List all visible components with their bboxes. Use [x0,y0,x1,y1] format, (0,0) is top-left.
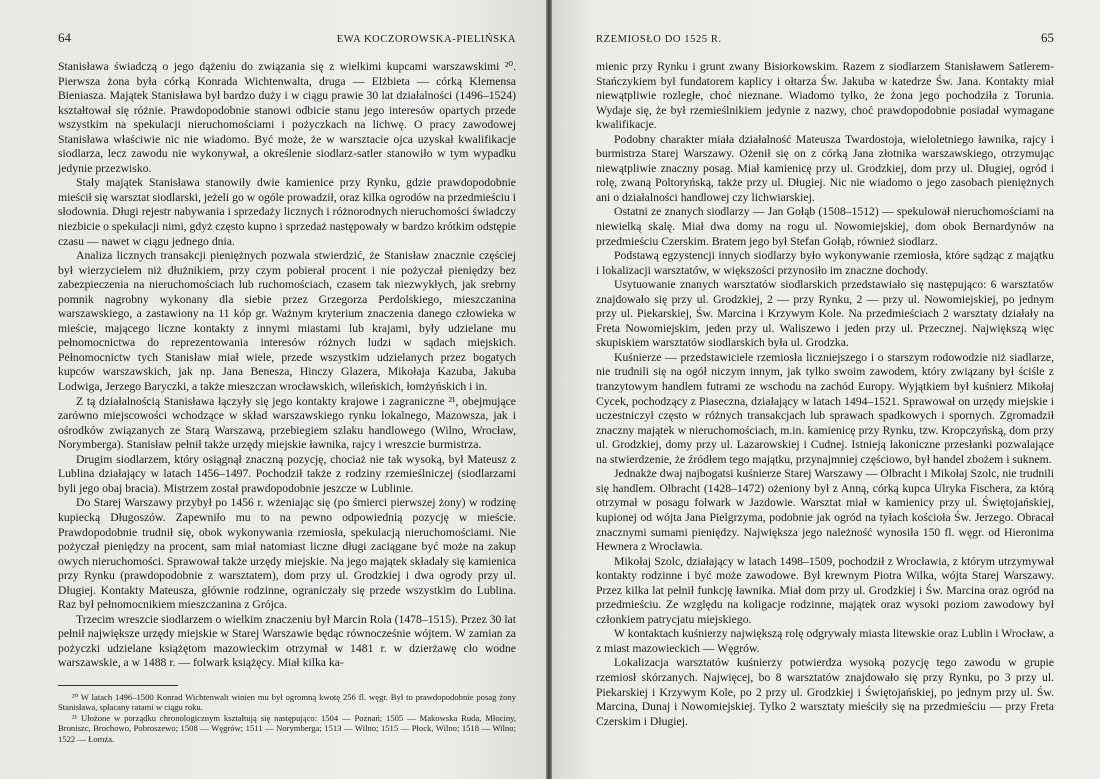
paragraph: Podobny charakter miała działalność Mateusza Twardostoja, wieloletniego ławnika, rajcy i burmistrza Starej Warszawy. Ożenił się on z córką Jana złotnika warszawskiego, otrzymując niewątpliwie znaczny posag. Miał kamienicę przy ul. Grodzkiej, dom przy ul. Długiej, ogród i rolę, zwaną Poltoryńską, także przy ul. Długiej. Nic nie wiadomo o jego zasobach pieniężnych ani o działalności handlowej czy lichwiarskiej. [596,132,1054,204]
left-running-head-title: EWA KOCZOROWSKA-PIELIŃSKA [336,34,516,45]
footnote: ²¹ Ułożone w porządku chronologicznym kształtują się następująco: 1504 — Poznań; 1505 — Makowska Ruda, Młociny, Broniszc, Brochowo, Pobroszewo; 1508 — Węgrów; 1511 — Norymberga; 1513 — Wilno; 1515 — Płock, Wilno; 1518 — Wilno; 1522 — Łomża. [58,712,516,744]
footnote-divider [58,685,178,686]
paragraph: Drugim siodlarzem, który osiągnął znaczną pozycję, chociaż nie tak wysoką, był Mateusz z Lublina działający w latach 1456–1497. Pochodził także z rodziny rzemieślniczej (siodlarzami byli jego obaj bracia). Mistrzem został prawdopodobnie jeszcze w Lublinie. [58,452,516,495]
left-page-number: 64 [58,30,71,45]
right-body-text [596,60,1054,729]
footnote: ²⁰ W latach 1496–1500 Konrad Wichtenwalt winien mu był ogromną kwotę 256 fl. węgr. Był to prawdopodobnie posag żony Stanisława, spłacany ratami w ciągu roku. [58,691,516,713]
paragraph: Lokalizacja warsztatów kuśnierzy potwierdza wysoką pozycję tego zawodu w grupie rzemiosł skórzanych. Najwięcej, bo 8 warsztatów znajdowało się przy Rynku, po 3 przy ul. Piekarskiej i Krzywym Kole, po 2 przy ul. Grodzkiej i Świętojańskiej, po jednym przy ul. Św. Marcina, Dunaj i Nowomiejskiej. Tylko 2 warsztaty mieściły się na przedmieściu — przy Freta Czerskim i Długiej. [596,656,1054,728]
paragraph: Ostatni ze znanych siodlarzy — Jan Gołąb (1508–1512) — spekulował nieruchomościami na niewielką skalę. Miał dwa domy na rogu ul. Nowomiejskiej, dom obok Bernardynów na przedmieściu Czerskim. Bratem jego był Stefan Gołąb, również siodlarz. [596,205,1054,248]
paragraph: mienic przy Rynku i grunt zwany Bisiorkowskim. Razem z siodlarzem Stanisławem Satlerem-Stańczykiem był fundatorem kaplicy i ołtarza Św. Jakuba w katedrze Św. Jana. Kontakty miał niewątpliwie rozległe, choć nieznane. Wiadomo tylko, że żona jego pochodziła z Torunia. Wydaje się, że był rzemieślnikiem jedynie z nazwy, choć prawdopodobnie posiadał wymagane kwalifikacje. [596,60,1054,132]
paragraph: Stanisława świadczą o jego dążeniu do związania się z wielkimi kupcami warszawskimi ²⁰. Pierwsza żona była córką Konrada Wichtenwalta, druga — Elżbieta — córką Klemensa Bieniasza. Majątek Stanisława był bardzo duży i w ciągu prawie 30 lat działalności (1496–1524) kształtował się różnie. Prawdopodobnie stanowi odbicie stanu jego interesów opartych przede wszystkim na spekulacji nieruchomościami i pożyczkach na lichwę. O pracy zawodowej Stanisława właściwie nic nie wiadomo. Być może, że w warsztacie ojca uzyskał kwalifikacje siodlarza, lecz zawodu nie wykonywał, a określenie siodlarz-satler stanowiło w tym wypadku jedynie przezwisko. [58,60,516,175]
paragraph: Z tą działalnością Stanisława łączyły się jego kontakty krajowe i zagraniczne ²¹, obejmujące zarówno miejscowości wchodzące w skład warszawskiego rynku lokalnego, Mazowsza, jak i ośrodków związanych ze Starą Warszawą, przebiegiem szlaku handlowego (Wilno, Wrocław, Norymberga). Stanisław pełnił także urzędy miejskie ławnika, rajcy i wreszcie burmistrza. [58,394,516,452]
paragraph: Do Starej Warszawy przybył po 1456 r. wżeniając się (po śmierci pierwszej żony) w rodzinę kupiecką Długoszów. Zapewniło mu to na pewno odpowiednią pozycję w mieście. Prawdopodobnie trudnił się, obok wykonywania rzemiosła, spekulacją nieruchomościami. Nie pożyczał pieniędzy na procent, sam miał natomiast liczne długi zaciągane być może na zakup owych nieruchomości. Sprawował także urzędy miejskie. Na jego majątek składały się kamienica przy Rynku (prawdopodobnie z warsztatem), dom przy ul. Grodzkiej i dwa ogrody przy ul. Długiej. Kontakty Mateusza, głównie rodzinne, ograniczały się przede wszystkim do Lublina. Raz był pełnomocnikiem mieszczanina z Grójca. [58,496,516,612]
footnotes [58,692,516,744]
left-running-head [58,30,516,46]
paragraph: W kontaktach kuśnierzy największą rolę odgrywały miasta litewskie oraz Lublin i Wrocław, a z miast mazowieckich — Węgrów. [596,627,1054,655]
paragraph: Jednakże dwaj najbogatsi kuśnierze Starej Warszawy — Olbracht i Mikołaj Szolc, nie trudnili się handlem. Olbracht (1428–1472) ożeniony był z Anną, córką kupca Ulryka Fischera, za którą otrzymał w posagu folwark w Jazdowie. Warsztat miał w kamienicy przy ul. Świętojańskiej, kupionej od wójta Jana Pielgrzyma, podobnie jak ogród na tyłach kościoła Św. Jerzego. Obracał znacznymi sumami pieniędzy. Największa jego należność wynosiła 150 fl. węgr. od Hieronima Hewnera z Wrocławia. [596,467,1054,554]
left-body-text [58,60,516,671]
right-page-number: 65 [1041,30,1054,45]
right-running-head [596,30,1054,46]
right-page [552,0,1100,779]
paragraph: Mikołaj Szolc, działający w latach 1498–1509, pochodził z Wrocławia, z którym utrzymywał kontakty rodzinne i być może zawodowe. Był krewnym Piotra Wilka, wójta Starej Warszawy. Przez kilka lat pełnił funkcję ławnika. Miał dom przy ul. Grodzkiej i Św. Marcina oraz ogród na przedmieściu. Ze względu na koligacje rodzinne, majątek oraz wysoki poziom zawodowy był członkiem patrycjatu miejskiego. [596,554,1054,626]
right-running-head-title: RZEMIOSŁO DO 1525 R. [596,34,722,45]
left-page [0,0,546,779]
paragraph: Trzecim wreszcie siodlarzem o wielkim znaczeniu był Marcin Rola (1478–1515). Przez 30 lat pełnił największe urzędy miejskie w Starej Warszawie będąc równocześnie wójtem. W zamian za pożyczki udzielane książętom mazowieckim otrzymał w 1481 r. w dzierżawę cło wodne warszawskie, a w 1488 r. — folwark książęcy. Miał kilka ka- [58,612,516,670]
paragraph: Podstawą egzystencji innych siodlarzy było wykonywanie rzemiosła, które sądząc z majątku i lokalizacji warsztatów, w większości przynosiło im znaczne dochody. [596,249,1054,277]
paragraph: Kuśnierze — przedstawiciele rzemiosła liczniejszego i o starszym rodowodzie niż siadlarze, nie trudnili się na ogół niczym innym, jak tylko swoim zawodem, który związany był ściśle z tranzytowym handlem futrami ze wschodu na zachód Europy. Wyjątkiem był kuśnierz Mikołaj Cycek, pochodzący z Piaseczna, działający w latach 1494–1521. Sprawował on urzędy miejskie i uczestniczył często w różnych transakcjach lub sprawach spadkowych i spornych. Zgromadził znaczny majątek w nieruchomościach, m.in. kamienicę przy Rynku, tzw. Kropczyńską, dom przy ul. Grodzkiej, domy przy ul. Lazarowskiej i Cudnej. Istnieją lakoniczne przesłanki pozwalające na stwierdzenie, że źródłem tego majątku, przynajmniej częściowo, był handel zbożem i suknem. [596,350,1054,466]
paragraph: Analiza licznych transakcji pieniężnych pozwala stwierdzić, że Stanisław znacznie częściej był wierzycielem niż dłużnikiem, przy czym pobierał procent i nie pożyczał pieniędzy bez zabezpieczenia na nieruchomościach lub ruchomościach, czasem tak niezwykłych, jak srebrny pomnik nagrobny wykonany dla siebie przez Grzegorza Perdolskiego, mieszczanina warszawskiego, a zastawiony na 11 kóp gr. Ważnym kryterium znaczenia danego człowieka w mieście, mającego liczne kontakty z innymi miastami lub krajami, były udzielane mu pełnomocnictwa do reprezentowania interesów różnych ludzi w sądach miejskich. Pełnomocnictw tych Stanisław miał wiele, przede wszystkim udzielanych przez bogatych kupców warszawskich, jak np. Jana Benesza, Hinczy Glazera, Mikołaja Kazuba, Jakuba Lodwiga, Jerzego Baryczki, a także mieszczan wrocławskich, wileńskich, łomżyńskich i in. [58,249,516,394]
paragraph: Stały majątek Stanisława stanowiły dwie kamienice przy Rynku, gdzie prawdopodobnie mieścił się warsztat siodlarski, jeżeli go w ogóle prowadził, oraz kilka ogrodów na przedmieściu i słodownia. Długi rejestr nabywania i sprzedaży licznych i różnorodnych nieruchomości świadczy niezbicie o spekulacji nimi, gdyż często kupno i sprzedaż następowały w bardzo krótkim odstępie czasu — nawet w ciągu jednego dnia. [58,176,516,248]
paragraph: Usytuowanie znanych warsztatów siodlarskich przedstawiało się następująco: 6 warsztatów znajdowało się przy ul. Grodzkiej, 2 — przy Rynku, 2 — przy ul. Nowomiejskiej, po jednym przy ul. Piekarskiej, Św. Marcina i Krzywym Kole. Na przedmieściach 2 warsztaty działały na Freta Nowomiejskim, jeden przy ul. Waliszewo i jeden przy ul. Przecznej. Największą więc skupiskiem warsztatów siodlarskich była ul. Grodzka. [596,278,1054,350]
